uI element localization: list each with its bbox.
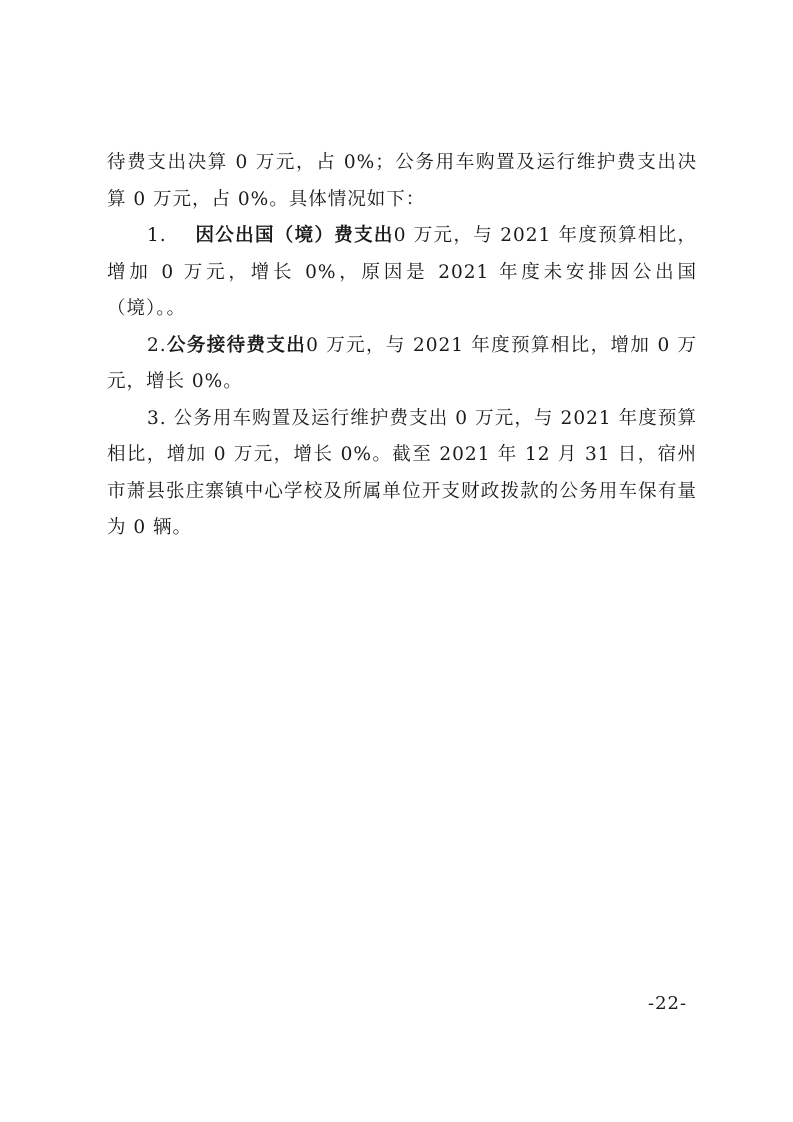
paragraph-item-3: 3. 公务用车购置及运行维护费支出 0 万元，与 2021 年度预算相比，增加 0 万元，增长 0%。截至 2021 年 12 月 31 日，宿州市萧县张庄寨镇中心学校及所属单位开支财政拨款的公务用车保有量为 0 辆。: [107, 407, 697, 538]
item-text: 0 万元，与 2021 年度预算相比，增加 0 万元，增长 0%。: [107, 334, 697, 392]
page-number: -22-: [648, 993, 688, 1014]
paragraph-item-2: [107, 328, 697, 401]
paragraph-continuation: 待费支出决算 0 万元，占 0%；公务用车购置及运行维护费支出决算 0 万元，占 0%。具体情况如下：: [107, 152, 697, 210]
item-text: 0 万元，与 2021 年度预算相比，增加 0 万元，增长 0%，原因是 2021 年度未安排因公出国（境）。。: [107, 225, 697, 319]
item-number: 1.: [147, 225, 167, 246]
item-number: 2.: [147, 334, 167, 356]
item-heading: 因公出国（境）费支出: [195, 225, 394, 246]
item-heading: 公务接待费支出: [166, 334, 307, 356]
document-body: [107, 145, 697, 547]
paragraph-item-1: [107, 218, 697, 328]
